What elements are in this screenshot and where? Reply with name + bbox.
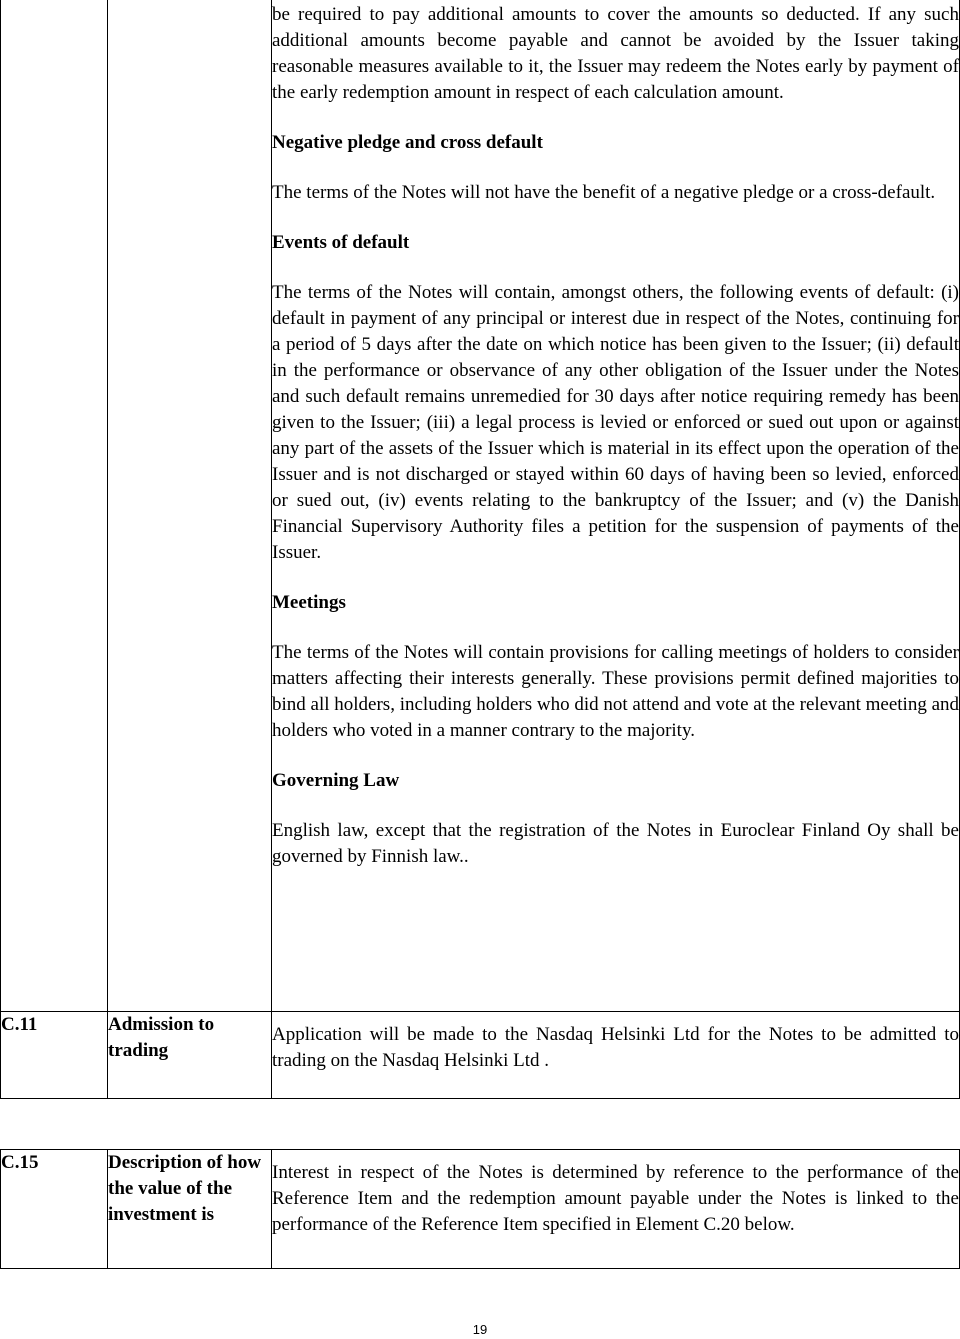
page-number: 19: [472, 1322, 488, 1337]
section-heading: Negative pledge and cross default: [272, 132, 543, 153]
section-heading: Governing Law: [272, 770, 400, 791]
body-paragraph: be required to pay additional amounts to cover the amounts so deducted. If any such additional amounts become payable and cannot be avoided by the Issuer taking reasonable measures available to it, the Issuer may redeem the Notes early by payment of the early redemption amount in respect of each calculation amount.: [272, 4, 959, 103]
element-code: C.11: [1, 1012, 108, 1099]
body-paragraph: The terms of the Notes will contain provisions for calling meetings of holders to consider matters affecting their interests generally. These provisions permit defined majorities to bind all holders, including holders who did not attend and vote at the relevant meeting and holders who voted in a manner contrary to the majority.: [272, 642, 959, 741]
table-row: [1, 1012, 960, 1099]
element-content: [272, 1150, 960, 1269]
element-content: [272, 0, 960, 1012]
table-row: [1, 0, 960, 1012]
body-paragraph: Interest in respect of the Notes is determined by reference to the performance of the Reference Item and the redemption amount payable under the Notes is linked to the performance of the Reference Item specified in Element C.20 below.: [272, 1162, 959, 1235]
section-heading: Events of default: [272, 232, 410, 253]
element-label: Admission to trading: [108, 1012, 272, 1099]
body-paragraph: The terms of the Notes will not have the benefit of a negative pledge or a cross-default.: [272, 182, 936, 203]
element-label: Description of how the value of the investment is: [108, 1150, 272, 1269]
element-content: [272, 1012, 960, 1099]
body-paragraph: The terms of the Notes will contain, amongst others, the following events of default: (i) default in payment of any principal or interest due in respect of the Notes, continuing for a period of 5 days after the date on which notice has been given to the Issuer; (ii) default in the performance or observance of any other obligation of the Issuer under the Notes and such default remains unremedied for 30 days after notice requiring remedy has been given to the Issuer; (iii) a legal process is levied or enforced or sued out upon or against any part of the assets of the Issuer which is material in its effect upon the operation of the Issuer and is not discharged or stayed within 60 days of having been so levied, enforced or sued out, (iv) events relating to the bankruptcy of the Issuer; and (v) the Danish Financial Supervisory Authority files a petition for the suspension of payments of the Issuer.: [272, 282, 959, 563]
section-heading: Meetings: [272, 592, 346, 613]
body-paragraph: Application will be made to the Nasdaq Helsinki Ltd for the Notes to be admitted to trading on the Nasdaq Helsinki Ltd .: [272, 1024, 959, 1071]
table-row: [1, 1150, 960, 1269]
element-code: C.15: [1, 1150, 108, 1269]
summary-table: [0, 1149, 960, 1269]
body-paragraph: English law, except that the registration of the Notes in Euroclear Finland Oy shall be governed by Finnish law..: [272, 820, 959, 867]
